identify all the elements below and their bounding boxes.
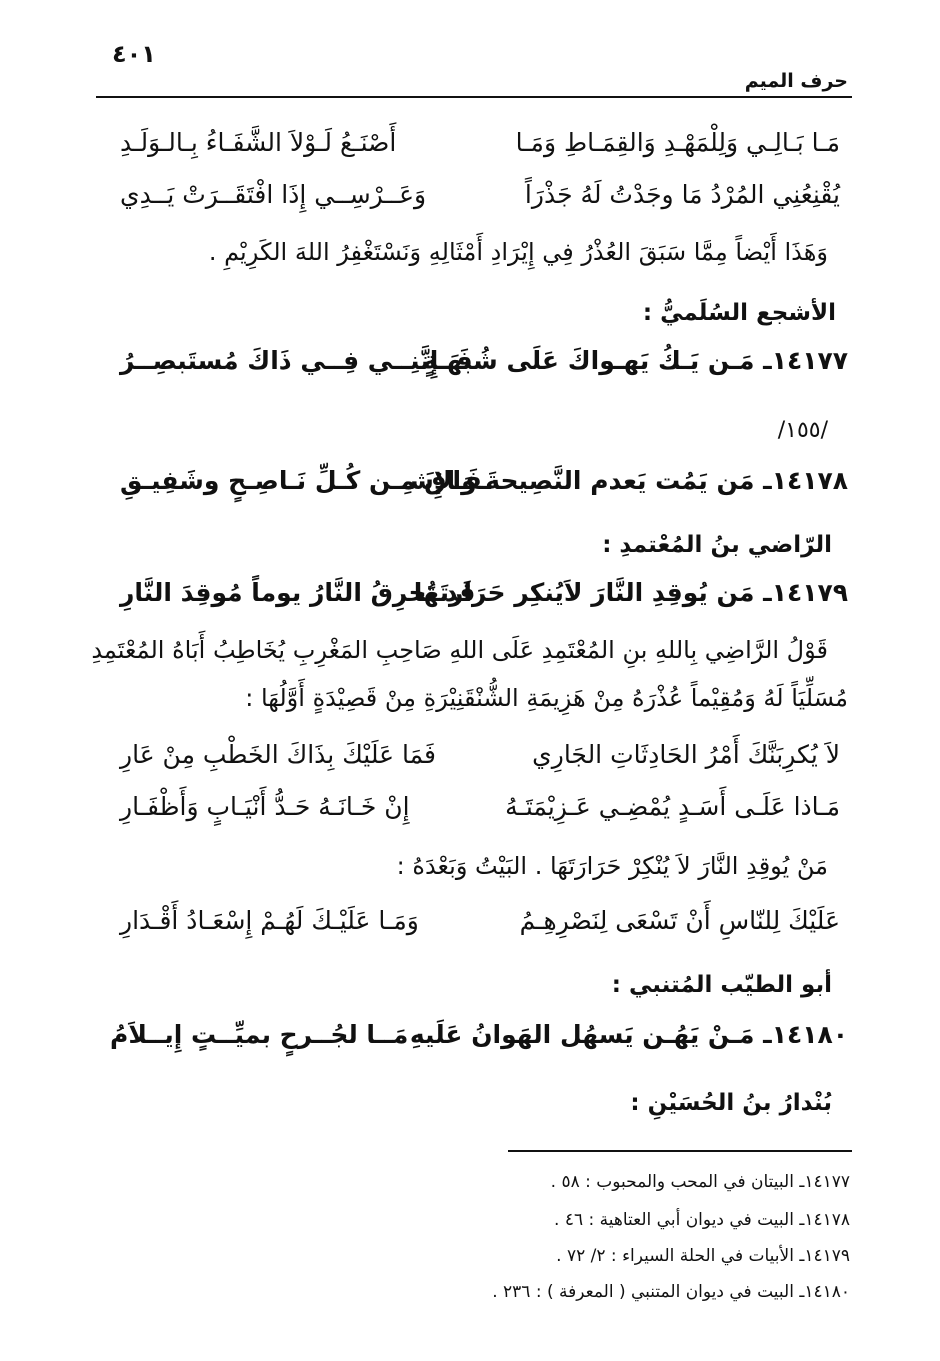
verse-first-hemistich: لاَ يُكرِبَنَّكَ أَمْرُ الحَادِثَاتِ الجَارِي: [532, 740, 840, 769]
verse-first-hemistich: ١٤١٧٧ـ مَـن يَـكُ يَهـواكَ عَلَى شُبهَـةٍ: [422, 346, 848, 375]
commentary-text: قَوْلُ الرَّاضِي بِاللهِ بنِ المُعْتَمِدِ عَلَى اللهِ صَاحِبِ المَغْرِبِ يُخَاطِبُ أَبَاهُ المُعْتَمِدِ: [91, 636, 828, 664]
poet-name: بُنْدارُ بنُ الحُسَيْنِ :: [630, 1090, 832, 1116]
verse-line: [120, 740, 840, 780]
chapter-title: حرف الميم: [744, 70, 848, 92]
footnote: ١٤١٨٠ـ البيت في ديوان المتنبي ( المعرفة ) : ٢٣٦ .: [492, 1282, 850, 1302]
verse-first-hemistich: عَلَيْكَ لِلنّاسِ أَنْ تَسْعَى لِنَصْرِهِـمُ: [519, 906, 840, 935]
numbered-verse-14180: [110, 1020, 848, 1060]
commentary-text: مَنْ يُوقِدِ النَّارَ لاَ يُنْكِرْ حَرَارَتَهَا . البَيْتُ وَبَعْدَهُ :: [396, 852, 828, 880]
numbered-verse-14178: [120, 466, 848, 506]
verse-second-hemistich: قَد تُحرِقُ النَّارُ يوماً مُوقِدَ النَّارِ: [120, 578, 476, 607]
verse-first-hemistich: ١٤١٧٨ـ مَن يَمُت يَعدم النَّصِيحةَ وَالإِشـ: [400, 466, 848, 495]
footnote: ١٤١٧٧ـ البيتان في المحب والمحبوب : ٥٨ .: [550, 1172, 850, 1192]
verse-line: [120, 180, 840, 220]
verse-line: [120, 906, 840, 946]
verse-first-hemistich: يُقْنِعُنِي المُرْدُ مَا وجَدْتُ لَهُ جَذْرَاً: [524, 180, 840, 209]
verse-line: [120, 792, 840, 832]
numbered-verse-14179: [120, 578, 848, 618]
verse-second-hemistich: فَمَا عَلَيْكَ بِذَاكَ الخَطْبِ مِنْ عَارِ: [120, 740, 436, 769]
verse-reference: /١٥٥/: [777, 418, 828, 443]
verse-second-hemistich: إِنْ خَـانَـهُ حَـدُّ أَنْيَـابٍ وَأَظْفَـارِ: [120, 792, 410, 821]
verse-first-hemistich: مَـاذا عَلَـى أَسَـدٍ يُمْضِـي عَـزِيْمَتَـهُ: [505, 792, 840, 821]
verse-second-hemistich: مَــا لجُــرحٍ بميِّــتٍ إِيــلاَمُ: [110, 1020, 409, 1049]
header-divider: [96, 96, 852, 98]
numbered-verse-14177: [120, 346, 848, 386]
verse-second-hemistich: وَمَـا عَلَيْـكَ لَهُـمْ إِسْعَـادُ أَقْـدَارِ: [120, 906, 419, 935]
poet-name: الأشجع السُلَميُّ :: [642, 300, 836, 326]
verse-first-hemistich: ١٤١٨٠ـ مَـنْ يَهُـن يَسهُل الهَوانُ عَلَيهِ: [409, 1020, 848, 1049]
verse-second-hemistich: أَصْنَـعُ لَـوْلاَ الشَّفَـاءُ بِـالـوَلَـدِ: [120, 128, 397, 157]
commentary-text: وَهَذَا أَيْضاً مِمَّا سَبَقَ العُذْرُ فِي إِيْرَادِ أَمْثَالِهِ وَنَسْتَغْفِرُ اللهَ الكَرِيْمِ .: [208, 238, 828, 266]
footnote: ١٤١٧٨ـ البيت في ديوان أبي العتاهية : ٤٦ .: [554, 1210, 850, 1230]
verse-line: [120, 128, 840, 168]
page-number: ٤٠١: [112, 40, 156, 68]
verse-second-hemistich: ـفَـاقَ مِـن كُـلِّ نَـاصِـحٍ وشَفِيـقِ: [120, 466, 491, 495]
poet-name: أبو الطيّب المُتنبي :: [611, 972, 832, 998]
verse-first-hemistich: مَـا بَـالِـي وَلِلْمَهْـدِ وَالقِمَـاطِ وَمَـا: [515, 128, 840, 157]
footnote: ١٤١٧٩ـ الأبيات في الحلة السيراء : ٢/ ٧٢ .: [556, 1246, 850, 1266]
verse-second-hemistich: وَعَــرْسِــي إِذَا افْتَقَــرَتْ يَــدِي: [120, 180, 427, 209]
verse-second-hemistich: فَــإِنَّنِــي فِــي ذَاكَ مُستَبصِــرُ: [120, 346, 473, 375]
commentary-text: مُسَلِّيَاً لَهُ وَمُقِيْماً عُذْرَهُ مِنْ هَزِيمَةِ الشُّنْقَنِيْرَةِ مِنْ قَصِيْدَةٍ أَوَّلُهَا :: [245, 684, 848, 712]
poet-name: الرّاضي بنُ المُعْتمدِ :: [602, 532, 832, 558]
footnote-divider: [508, 1150, 852, 1152]
verse-first-hemistich: ١٤١٧٩ـ مَن يُوقِدِ النَّارَ لاَيُنكِر حَرَارتَهَا: [413, 578, 848, 607]
